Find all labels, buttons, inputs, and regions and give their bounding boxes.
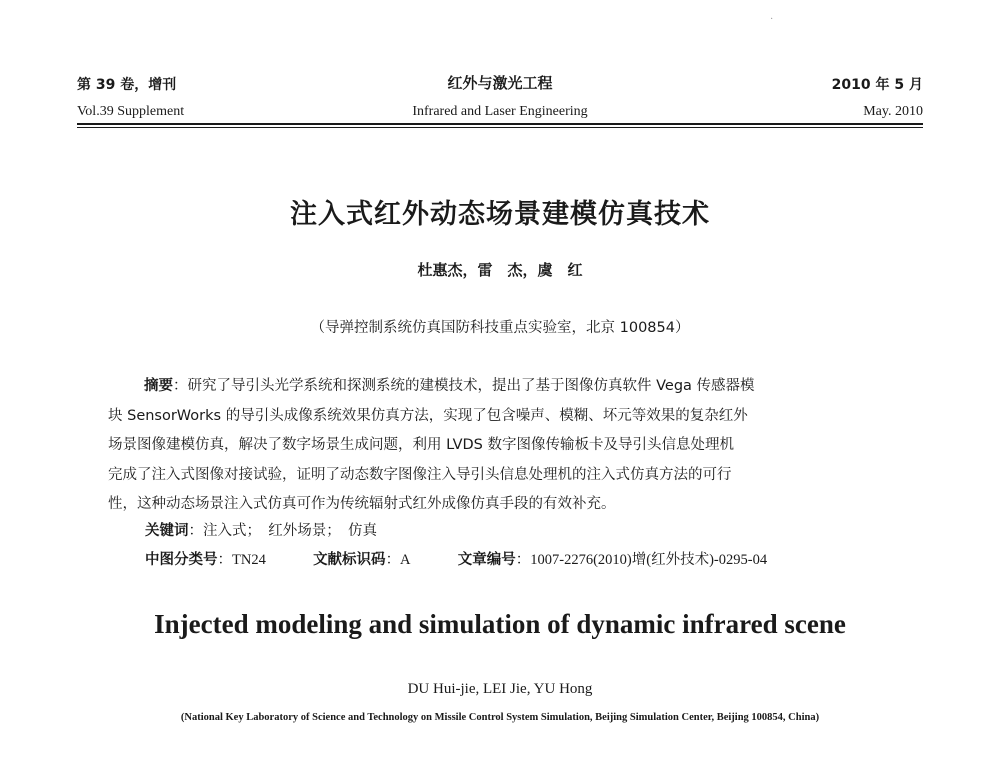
affiliation-cn: （导弹控制系统仿真国防科技重点实验室，北京 100854） xyxy=(310,320,690,336)
article-number-value: ：1007-2276(2010)增(红外技术)-0295-04 xyxy=(515,552,768,568)
doc-code-label: 文献标识码 xyxy=(313,552,386,568)
abstract-line: 完成了注入式图像对接试验，证明了动态数字图像注入导引头信息处理机的注入式仿真方法的可行 xyxy=(108,466,732,483)
volume-cn: 第 39 卷，增刊 xyxy=(77,77,177,93)
keywords-cn xyxy=(145,519,377,540)
authors-cn: 杜惠杰，雷 杰，虞 红 xyxy=(417,261,583,279)
journal-name-cn: 红外与激光工程 xyxy=(447,74,553,92)
issue-date-cn: 2010 年 5 月 xyxy=(831,77,923,93)
corner-mark: · xyxy=(770,14,774,25)
abstract-label: 摘要 xyxy=(144,378,173,394)
clc-label: 中图分类号 xyxy=(145,552,218,568)
doc-code-value: ：A xyxy=(385,552,411,568)
keywords-label: 关键词 xyxy=(145,523,189,539)
header-rule-thin xyxy=(77,127,923,128)
affiliation-en: (National Key Laboratory of Science and Technology on Missile Control System Simulation, Beijing Simulation Center, Beijing 100854, China) xyxy=(180,712,820,723)
article-number-label: 文章编号 xyxy=(457,552,516,568)
clc-value: ：TN24 xyxy=(217,552,266,568)
abstract-line: 块 SensorWorks 的导引头成像系统效果仿真方法，实现了包含噪声、模糊、坏元等效果的复杂红外 xyxy=(108,407,748,424)
abstract-line: 场景图像建模仿真，解决了数字场景生成问题，利用 LVDS 数字图像传输板卡及导引头信息处理机 xyxy=(108,437,734,453)
header-rule-thick xyxy=(77,123,923,125)
authors-en: DU Hui-jie, LEI Jie, YU Hong xyxy=(407,681,593,697)
volume-en: Vol.39 Supplement xyxy=(77,104,185,119)
classification-line xyxy=(145,548,767,569)
abstract-cn xyxy=(108,372,892,520)
paper-title-en: Injected modeling and simulation of dynamic infrared scene xyxy=(154,609,846,639)
paper-title-cn: 注入式红外动态场景建模仿真技术 xyxy=(290,199,710,230)
abstract-line: 摘要：研究了导引头光学系统和探测系统的建模技术，提出了基于图像仿真软件 Vega 传感器模 xyxy=(144,378,755,394)
issue-date-en: May. 2010 xyxy=(863,104,923,119)
keywords-text: ：注入式； 红外场景； 仿真 xyxy=(188,523,377,539)
abstract-line: 性，这种动态场景注入式仿真可作为传统辐射式红外成像仿真手段的有效补充。 xyxy=(108,496,616,512)
journal-name-en: Infrared and Laser Engineering xyxy=(412,104,588,119)
